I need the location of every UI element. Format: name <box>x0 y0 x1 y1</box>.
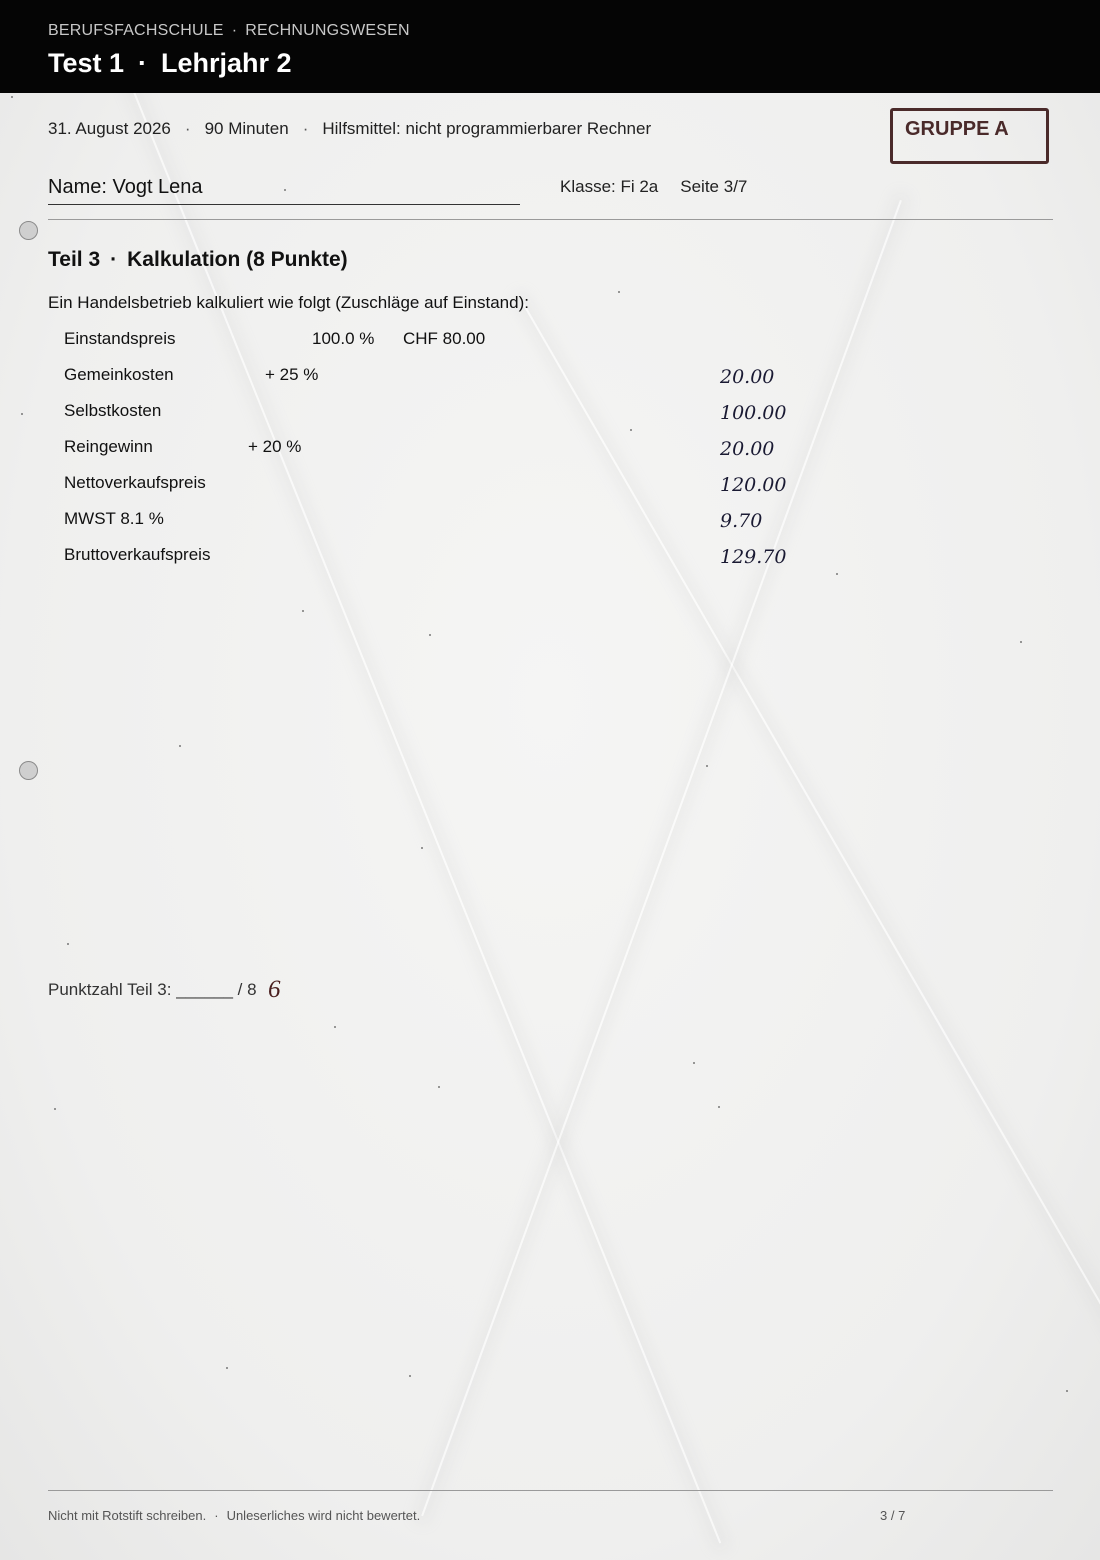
score-line: Punktzahl Teil 3: ______ / 8 <box>48 980 257 999</box>
paper-speck <box>54 1108 56 1110</box>
handwritten-answer: 9.70 <box>720 510 763 532</box>
paper-speck <box>836 573 838 575</box>
paper-speck <box>1066 1390 1068 1392</box>
paper-speck <box>429 634 431 636</box>
separator-dot: · <box>138 48 148 78</box>
handwritten-answer: 100.00 <box>720 402 787 424</box>
calc-row-label: MWST 8.1 % <box>64 509 164 528</box>
handwritten-answer: 129.70 <box>720 546 787 568</box>
exam-duration: 90 Minuten <box>204 119 289 138</box>
separator-dot: · <box>231 22 238 39</box>
paper-speck <box>302 610 304 612</box>
handwritten-answer: 20.00 <box>720 366 775 388</box>
paper-speck <box>618 291 620 293</box>
footer-page-number: 3 / 7 <box>880 1508 906 1523</box>
separator-dot: · <box>110 248 118 271</box>
section-part: Teil 3 <box>48 248 101 271</box>
paper-speck <box>11 96 13 98</box>
test-number: Test 1 <box>48 48 125 78</box>
paper-speck <box>334 1026 336 1028</box>
punch-hole <box>19 221 38 240</box>
paper-speck <box>718 1106 720 1108</box>
calc-row-label: Selbstkosten <box>64 401 162 420</box>
section-heading <box>48 248 348 272</box>
calc-row-rate: + 20 % <box>248 437 302 456</box>
footer-note <box>48 1508 420 1523</box>
footer-divider <box>48 1490 1053 1491</box>
footer-note-legibility: Unleserliches wird nicht bewertet. <box>226 1508 421 1523</box>
paper-speck <box>179 745 181 747</box>
separator-dot: · <box>184 119 191 138</box>
school-year: Lehrjahr 2 <box>161 48 292 78</box>
paper-speck <box>1020 641 1022 643</box>
page-indicator: Seite 3/7 <box>680 177 748 196</box>
group-stamp <box>890 108 1049 164</box>
paper-fold-line <box>120 59 721 1543</box>
handwritten-answer: 120.00 <box>720 474 787 496</box>
paper-speck <box>706 765 708 767</box>
calc-row-amount: CHF 80.00 <box>403 329 486 348</box>
paper-speck <box>67 943 69 945</box>
calc-row-label: Bruttoverkaufspreis <box>64 545 211 564</box>
exam-header-bar <box>0 0 1100 93</box>
separator-dot: · <box>214 1508 219 1523</box>
handwritten-answer: 20.00 <box>720 438 775 460</box>
exam-aids: Hilfsmittel: nicht programmierbarer Rechner <box>322 119 652 138</box>
class-page-info <box>560 177 747 197</box>
punch-hole <box>19 761 38 780</box>
calc-row-rate: + 25 % <box>265 365 319 384</box>
paper-speck <box>438 1086 440 1088</box>
paper-speck <box>630 429 632 431</box>
calc-row-label: Einstandspreis <box>64 329 176 348</box>
calc-row-label: Reingewinn <box>64 437 153 456</box>
subject-name: RECHNUNGSWESEN <box>245 22 410 39</box>
header-divider <box>48 219 1053 220</box>
separator-dot: · <box>302 119 309 138</box>
calc-row-label: Gemeinkosten <box>64 365 174 384</box>
calc-row-label: Nettoverkaufspreis <box>64 473 206 492</box>
student-name-field: Name: Vogt Lena <box>48 176 520 205</box>
paper-speck <box>421 847 423 849</box>
calc-row-rate: 100.0 % <box>312 329 375 348</box>
test-title <box>48 48 292 79</box>
section-title-text: Kalkulation (8 Punkte) <box>127 248 348 271</box>
footer-note-pen: Nicht mit Rotstift schreiben. <box>48 1508 207 1523</box>
paper-speck <box>21 413 23 415</box>
student-class: Klasse: Fi 2a <box>560 177 659 196</box>
paper-speck <box>693 1062 695 1064</box>
paper-fold-line <box>520 299 1100 1512</box>
paper-speck <box>409 1375 411 1377</box>
school-subject-line <box>48 22 410 40</box>
paper-speck <box>226 1367 228 1369</box>
exam-date: 31. August 2026 <box>48 119 171 138</box>
awarded-points: 6 <box>268 976 281 1003</box>
exam-meta-line <box>48 119 651 139</box>
paper-fold-line <box>421 200 902 1516</box>
group-label: GRUPPE A <box>905 118 1009 140</box>
school-name: BERUFSFACHSCHULE <box>48 22 224 39</box>
task-intro: Ein Handelsbetrieb kalkuliert wie folgt (Zuschläge auf Einstand): <box>48 293 529 312</box>
